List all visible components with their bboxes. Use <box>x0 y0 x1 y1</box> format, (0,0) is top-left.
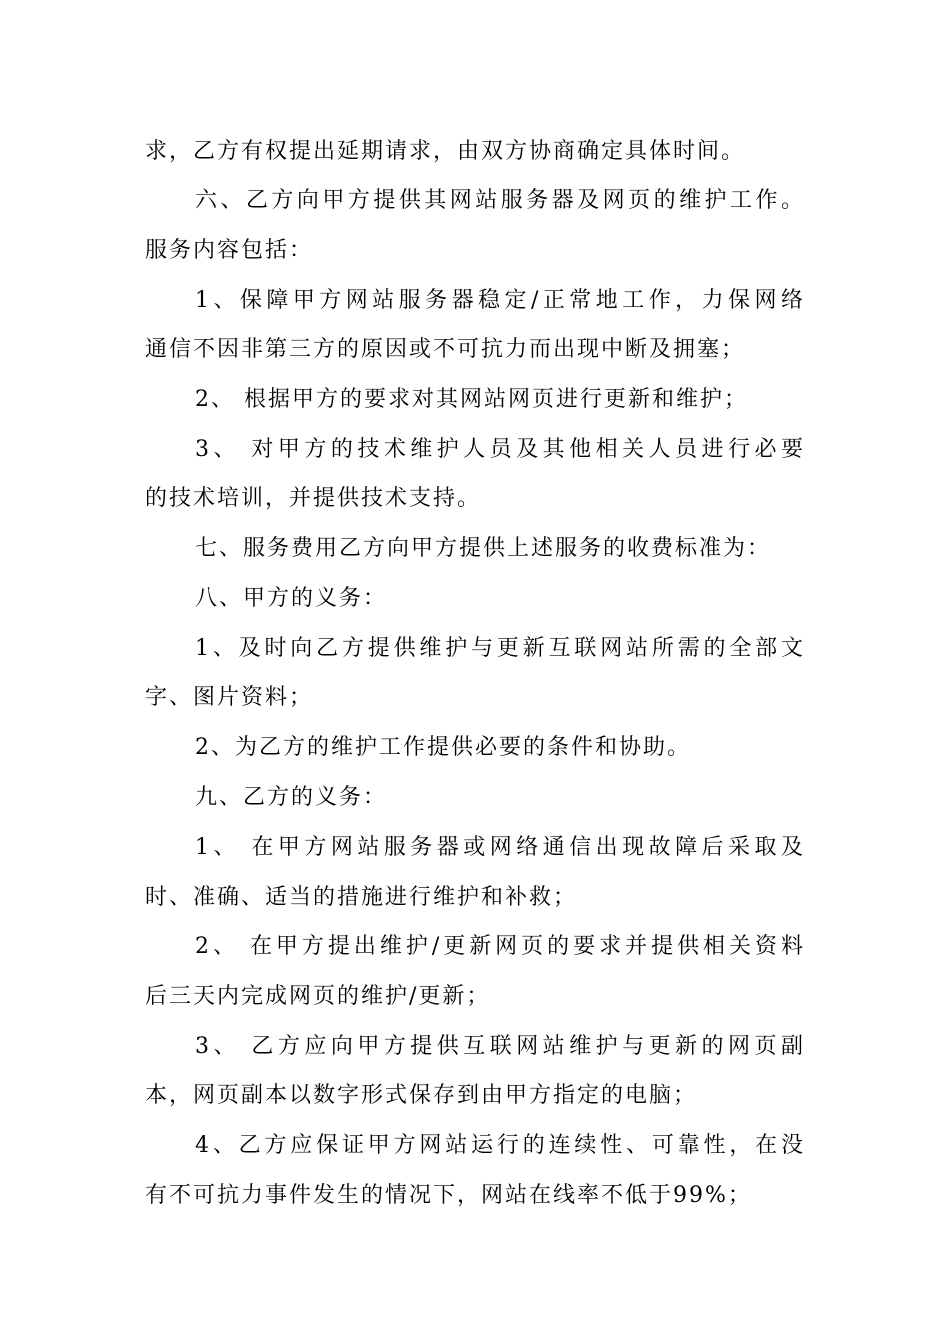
list-item: 3、 对甲方的技术维护人员及其他相关人员进行必要 <box>195 437 805 462</box>
list-item: 1、及时向乙方提供维护与更新互联网站所需的全部文 <box>195 636 805 661</box>
section-heading-seven: 七、服务费用乙方向甲方提供上述服务的收费标准为： <box>195 536 772 561</box>
list-item: 1、保障甲方网站服务器稳定/正常地工作，力保网络 <box>195 288 805 313</box>
section-heading-six: 六、乙方向甲方提供其网站服务器及网页的维护工作。 <box>195 188 805 213</box>
list-item: 1、 在甲方网站服务器或网络通信出现故障后采取及 <box>195 835 805 860</box>
paragraph-line: 后三天内完成网页的维护/更新； <box>145 984 491 1009</box>
section-heading-eight: 八、甲方的义务： <box>195 586 388 611</box>
paragraph-line: 时、准确、适当的措施进行维护和补救； <box>145 885 578 910</box>
paragraph-line: 本，网页副本以数字形式保存到由甲方指定的电脑； <box>145 1083 698 1108</box>
list-item: 2、为乙方的维护工作提供必要的条件和协助。 <box>195 735 691 760</box>
section-heading-nine: 九、乙方的义务： <box>195 785 388 810</box>
list-item: 2、 根据甲方的要求对其网站网页进行更新和维护； <box>195 387 748 412</box>
list-item: 2、 在甲方提出维护/更新网页的要求并提供相关资料 <box>195 934 805 959</box>
paragraph-line: 求，乙方有权提出延期请求，由双方协商确定具体时间。 <box>145 139 746 164</box>
paragraph-line: 字、图片资料； <box>145 685 314 710</box>
list-item: 3、 乙方应向甲方提供互联网站维护与更新的网页副 <box>195 1034 805 1059</box>
paragraph-line: 服务内容包括： <box>145 238 314 263</box>
list-item: 4、乙方应保证甲方网站运行的连续性、可靠性，在没 <box>195 1133 805 1158</box>
paragraph-line: 的技术培训，并提供技术支持。 <box>145 486 482 511</box>
paragraph-line: 通信不因非第三方的原因或不可抗力而出现中断及拥塞； <box>145 337 746 362</box>
paragraph-line: 有不可抗力事件发生的情况下，网站在线率不低于99%； <box>145 1183 752 1208</box>
